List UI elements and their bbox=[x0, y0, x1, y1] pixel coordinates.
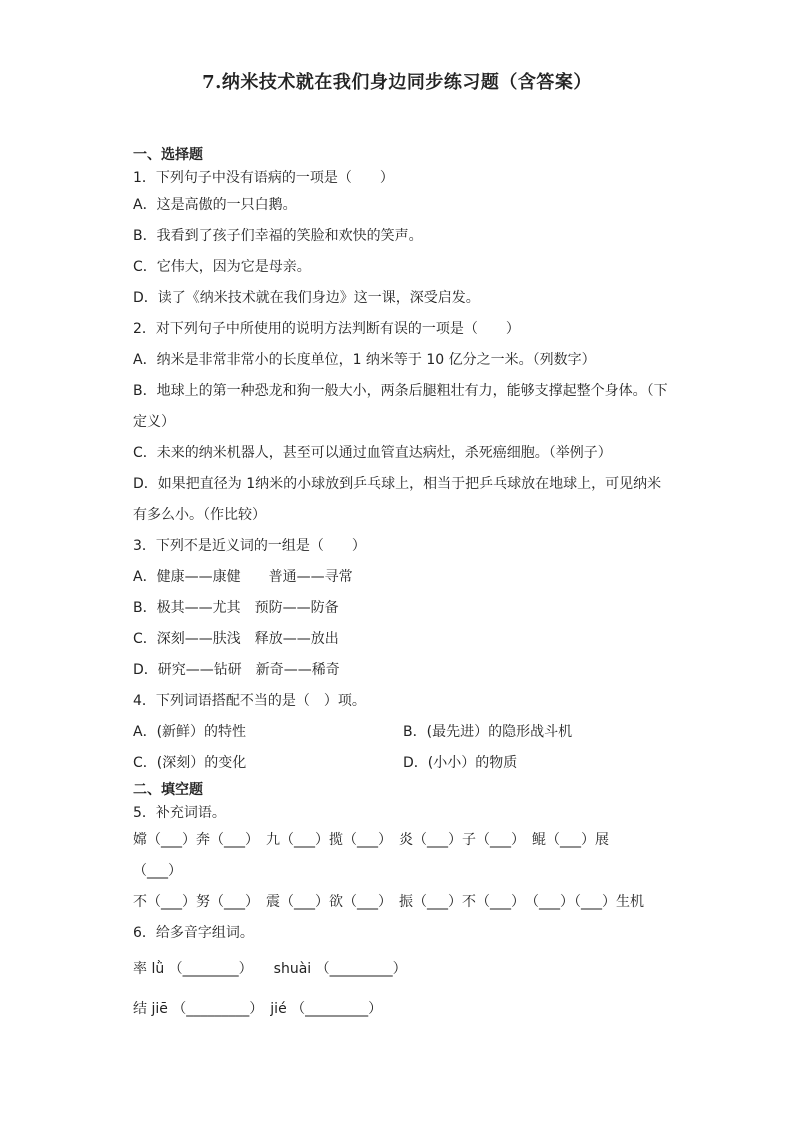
question-6-stem: 6．给多音字组词。 bbox=[133, 925, 254, 941]
question-6-row2: 结 jiē （_________） jié （_________） bbox=[133, 1001, 383, 1017]
question-2-option-b-line1: B．地球上的第一种恐龙和狗一般大小，两条后腿粗壮有力，能够支撑起整个身体。（下 bbox=[133, 383, 668, 399]
question-3-stem: 3．下列不是近义词的一组是（ ） bbox=[133, 538, 366, 554]
document-title: 7.纳米技术就在我们身边同步练习题（含答案） bbox=[202, 72, 592, 93]
question-4-option-a: A．(新鲜）的特性 bbox=[133, 724, 247, 740]
question-1-option-a: A．这是高傲的一只白鹅。 bbox=[133, 197, 297, 213]
section-heading-fill: 二、填空题 bbox=[133, 782, 203, 798]
question-5-row1: 嫦（___）奔（___） 九（___）揽（___） 炎（___）子（___） 鲲（___）展 bbox=[133, 832, 609, 848]
question-2-option-d-line2: 有多么小。（作比较） bbox=[133, 507, 266, 523]
question-4-option-c: C．(深刻）的变化 bbox=[133, 755, 247, 771]
question-4-option-d: D．(小小）的物质 bbox=[403, 755, 518, 771]
question-2-stem: 2．对下列句子中所使用的说明方法判断有误的一项是（ ） bbox=[133, 321, 520, 337]
question-1-option-c: C．它伟大，因为它是母亲。 bbox=[133, 259, 311, 275]
question-1-option-d: D．读了《纳米技术就在我们身边》这一课，深受启发。 bbox=[133, 290, 480, 306]
question-3-option-a: A．健康——康健 普通——寻常 bbox=[133, 569, 353, 585]
question-2-option-c: C．未来的纳米机器人，甚至可以通过血管直达病灶，杀死癌细胞。（举例子） bbox=[133, 445, 612, 461]
question-5-stem: 5．补充词语。 bbox=[133, 805, 226, 821]
question-2-option-a: A．纳米是非常非常小的长度单位，1 纳米等于 10 亿分之一米。（列数字） bbox=[133, 352, 596, 368]
question-1-stem: 1．下列句子中没有语病的一项是（ ） bbox=[133, 170, 394, 186]
question-2-option-b-line2: 定义） bbox=[133, 414, 175, 430]
question-4-stem: 4．下列词语搭配不当的是（ ）项。 bbox=[133, 693, 366, 709]
question-2-option-d-line1: D．如果把直径为 1纳米的小球放到乒乓球上，相当于把乒乓球放在地球上，可见纳米 bbox=[133, 476, 662, 492]
question-4-options-row1 bbox=[133, 717, 673, 748]
question-3-option-c: C．深刻——肤浅 释放——放出 bbox=[133, 631, 339, 647]
document-content bbox=[133, 144, 673, 1029]
question-5-row1-continued: （___） bbox=[133, 863, 182, 879]
question-1-option-b: B．我看到了孩子们幸福的笑脸和欢快的笑声。 bbox=[133, 228, 423, 244]
question-4-option-b: B．(最先进）的隐形战斗机 bbox=[403, 724, 573, 740]
question-3-option-d: D．研究——钻研 新奇——稀奇 bbox=[133, 662, 340, 678]
question-3-option-b: B．极其——尤其 预防——防备 bbox=[133, 600, 339, 616]
question-6-row1: 率 lǜ （________） shuài （_________） bbox=[133, 961, 407, 977]
question-4-options-row2 bbox=[133, 748, 673, 779]
section-heading-choice: 一、选择题 bbox=[133, 147, 203, 163]
question-5-row2: 不（___）努（___） 震（___）欲（___） 振（___）不（___） （___）（___）生机 bbox=[133, 894, 644, 910]
